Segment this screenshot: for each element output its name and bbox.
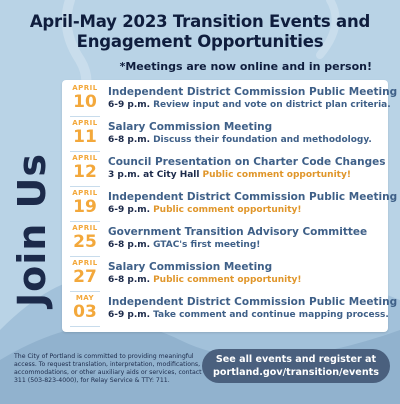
event-time: 6-8 p.m. [108, 135, 151, 145]
event-item [62, 189, 398, 223]
event-time: 6-9 p.m. [108, 100, 151, 110]
event-day: 03 [73, 302, 97, 322]
event-item [62, 154, 388, 188]
join-us-text: Join Us [10, 152, 54, 308]
event-date [68, 259, 102, 291]
event-day: 12 [73, 162, 97, 182]
event-item [62, 294, 398, 328]
cta-line2: portland.gov/transition/events [213, 367, 379, 378]
event-description: Take comment and continue mapping process. [153, 310, 389, 320]
event-title: Independent District Commission Public Meeting [108, 296, 398, 308]
event-title: Council Presentation on Charter Code Changes [108, 156, 386, 168]
event-description: Public comment opportunity! [153, 205, 302, 215]
event-month: APRIL [72, 224, 98, 232]
event-day: 10 [73, 92, 97, 112]
join-us-label [2, 150, 62, 310]
event-title: Salary Commission Meeting [108, 121, 273, 133]
event-description: Discuss their foundation and methodology. [153, 135, 372, 145]
page-title-line2: Engagement Opportunities [76, 32, 324, 51]
event-date [68, 154, 102, 186]
event-date [68, 84, 102, 116]
event-date [68, 119, 102, 151]
event-time: 6-9 p.m. [108, 310, 151, 320]
event-month: APRIL [72, 119, 98, 127]
event-title: Independent District Commission Public Meeting [108, 191, 398, 203]
event-day: 27 [73, 267, 97, 287]
event-date [68, 189, 102, 221]
event-title: Salary Commission Meeting [108, 261, 273, 273]
event-item [62, 224, 388, 258]
event-description: GTAC's first meeting! [153, 240, 261, 250]
event-month: APRIL [72, 84, 98, 92]
event-item [62, 119, 388, 153]
accessibility-notice: The City of Portland is committed to providing meaningful access. To request translation, interpretation, modifications, accommodations, or other auxiliary aids or services, contact 311 (503-823-4000), for Relay Service & TTY: 711. [14, 353, 202, 384]
event-day: 11 [73, 127, 97, 147]
event-time: 6-8 p.m. [108, 275, 151, 285]
event-description: Review input and vote on district plan criteria. [153, 100, 391, 110]
event-item [62, 259, 388, 293]
event-month: APRIL [72, 189, 98, 197]
event-title: Independent District Commission Public Meeting [108, 86, 398, 98]
event-time: 6-9 p.m. [108, 205, 151, 215]
header [0, 12, 400, 52]
event-item [62, 84, 398, 118]
subtitle: *Meetings are now online and in person! [119, 60, 372, 73]
event-date [68, 294, 102, 326]
event-date [68, 224, 102, 256]
events-link-button[interactable] [202, 349, 390, 383]
event-title: Government Transition Advisory Committee [108, 226, 368, 238]
event-day: 19 [73, 197, 97, 217]
event-time: 6-8 p.m. [108, 240, 151, 250]
cta-line1: See all events and register at [215, 354, 377, 365]
events-card [62, 80, 398, 332]
event-month: APRIL [72, 259, 98, 267]
event-month: MAY [75, 294, 95, 302]
event-time: 3 p.m. at City Hall [108, 170, 200, 180]
event-day: 25 [73, 232, 97, 252]
event-month: APRIL [72, 154, 98, 162]
event-description: Public comment opportunity! [153, 275, 302, 285]
page-title-line1: April-May 2023 Transition Events and [29, 12, 371, 31]
event-description: Public comment opportunity! [202, 170, 351, 180]
